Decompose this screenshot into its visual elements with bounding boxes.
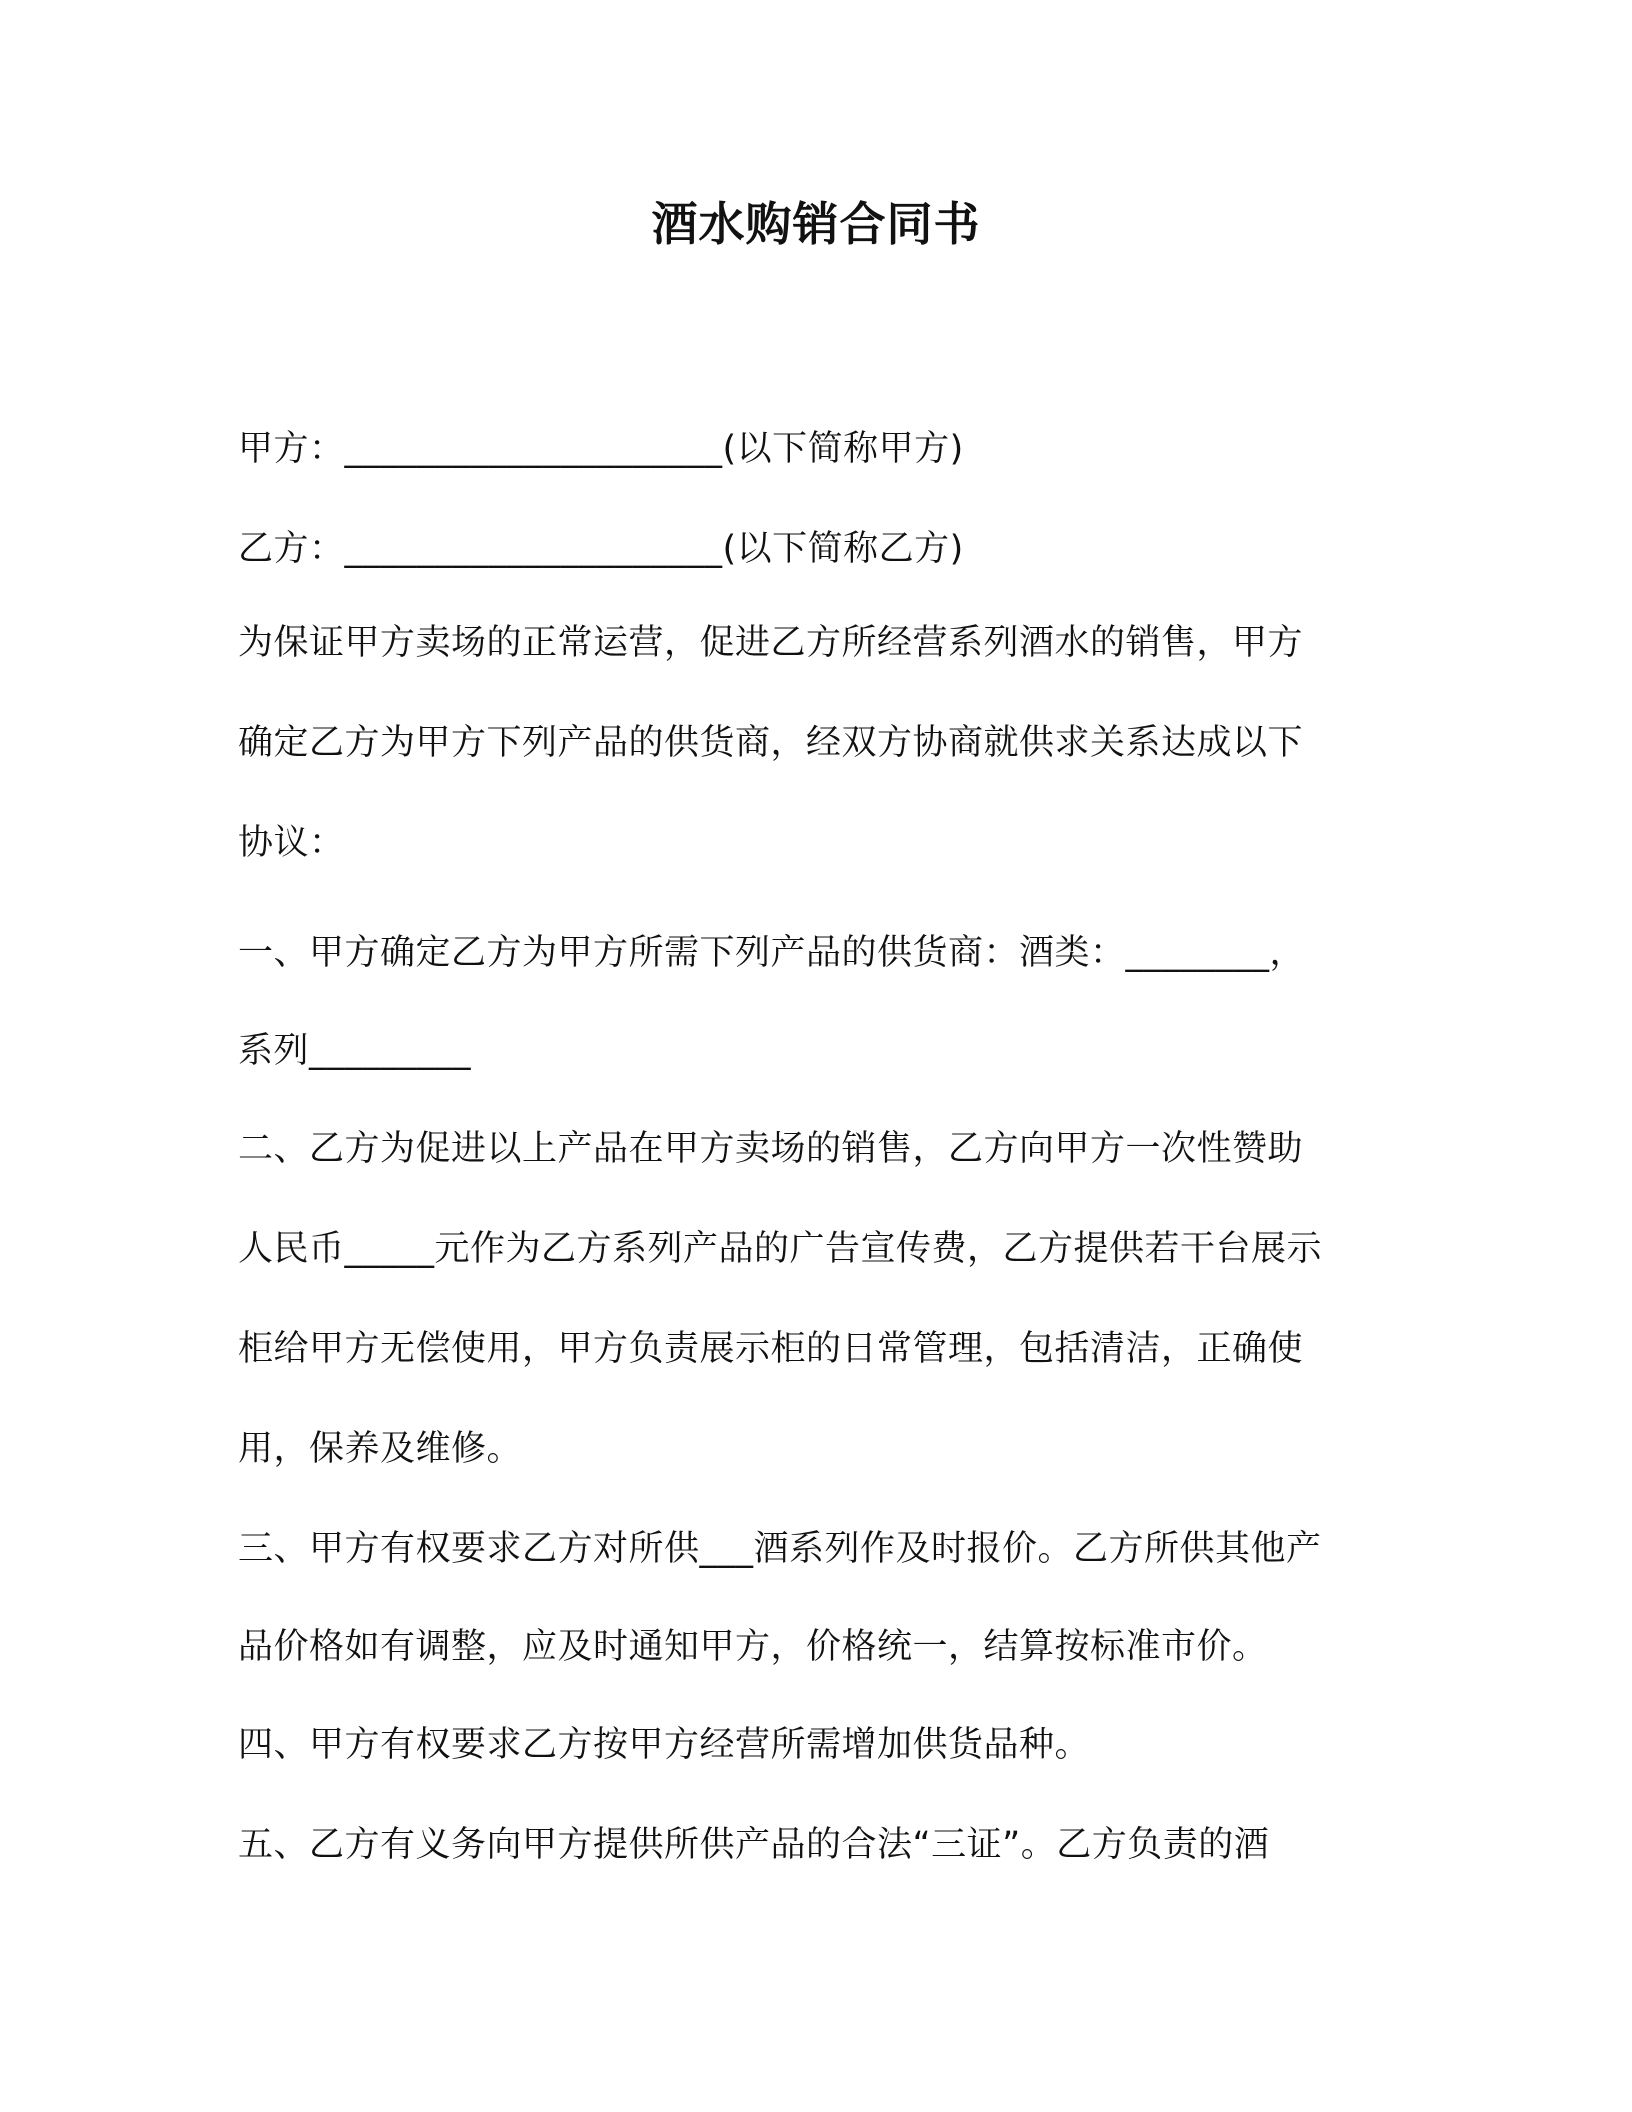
document-title: 酒水购销合同书 bbox=[651, 197, 981, 251]
preamble-line-2: 确定乙方为甲方下列产品的供货商，经双方协商就供求关系达成以下 bbox=[238, 723, 1304, 763]
clause-2-line-1: 二、乙方为促进以上产品在甲方卖场的销售，乙方向甲方一次性赞助 bbox=[238, 1129, 1304, 1169]
clause-2-line-3: 柜给甲方无偿使用，甲方负责展示柜的日常管理，包括清洁，正确使 bbox=[238, 1329, 1304, 1369]
preamble-line-1: 为保证甲方卖场的正常运营，促进乙方所经营系列酒水的销售，甲方 bbox=[238, 623, 1304, 663]
clause-1-line-2: 系列_________ bbox=[238, 1031, 472, 1071]
clause-3-line-1: 三、甲方有权要求乙方对所供___酒系列作及时报价。乙方所供其他产 bbox=[238, 1529, 1322, 1569]
clause-3-line-2: 品价格如有调整，应及时通知甲方，价格统一，结算按标准市价。 bbox=[238, 1627, 1268, 1667]
clause-1-line-1: 一、甲方确定乙方为甲方所需下列产品的供货商：酒类：________， bbox=[238, 933, 1306, 973]
clause-2-line-4: 用，保养及维修。 bbox=[238, 1429, 523, 1469]
party-a-line: 甲方：_____________________(以下简称甲方) bbox=[238, 429, 964, 469]
clause-2-line-2: 人民币_____元作为乙方系列产品的广告宣传费，乙方提供若干台展示 bbox=[238, 1229, 1323, 1269]
clause-4-line-1: 四、甲方有权要求乙方按甲方经营所需增加供货品种。 bbox=[238, 1725, 1091, 1765]
preamble-line-3: 协议： bbox=[238, 823, 345, 863]
clause-5-line-1: 五、乙方有义务向甲方提供所供产品的合法“三证”。乙方负责的酒 bbox=[238, 1825, 1270, 1865]
party-b-line: 乙方：_____________________(以下简称乙方) bbox=[238, 529, 964, 569]
